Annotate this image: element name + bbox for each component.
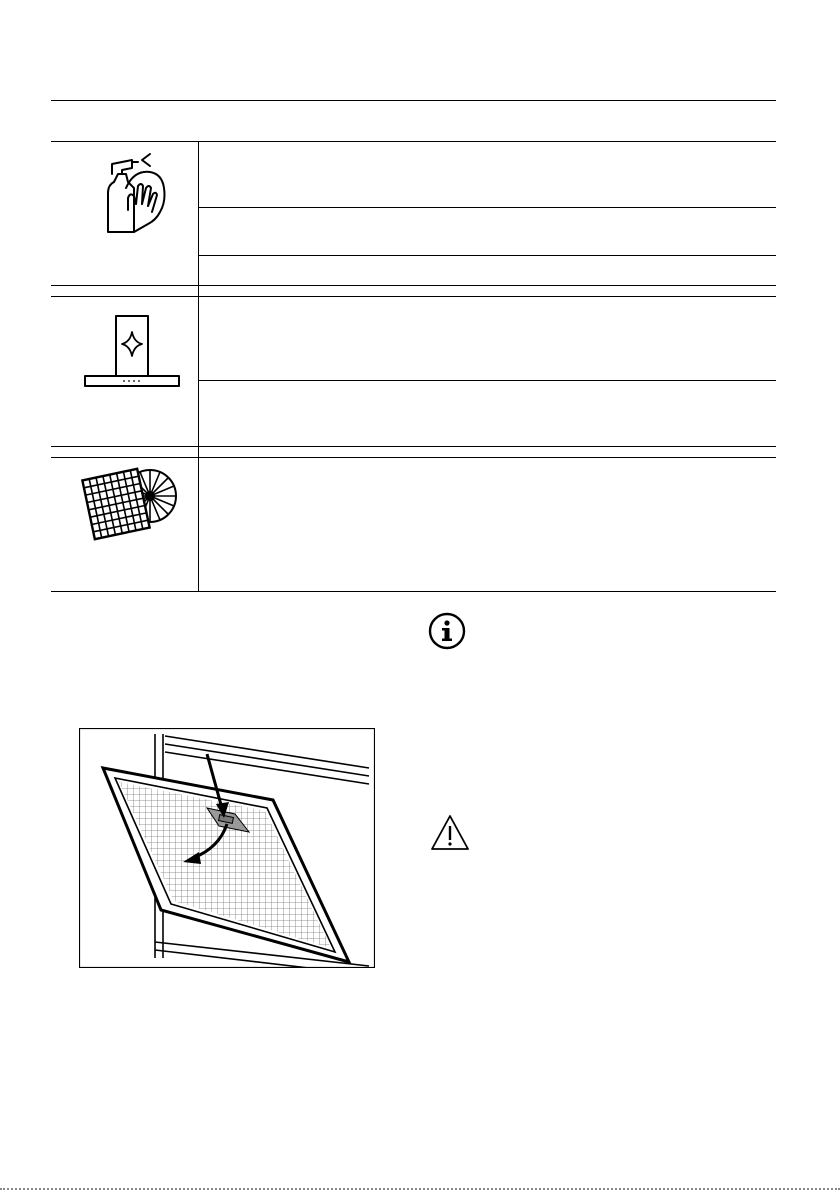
cooker-hood-sparkle-icon [82,314,182,394]
row2-bottom-rule [51,446,776,447]
info-icon [428,612,466,650]
row1-bottom-rule [51,285,776,286]
table-bottom-rule [51,591,776,592]
row1-subrule-2 [198,255,776,256]
row2-top-rule [51,296,776,297]
grease-and-carbon-filter-icon [80,462,180,544]
row3-top-rule [51,457,776,458]
grease-filter-removal-illustration [79,728,375,968]
table-top-rule [51,141,776,142]
warning-triangle-icon [430,814,470,852]
top-rule [51,100,776,101]
table-column-divider [198,141,199,592]
row2-subrule-1 [198,380,776,381]
row1-subrule-1 [198,207,776,208]
spray-and-cloth-icon [98,148,174,238]
page-bottom-edge [0,1188,840,1190]
